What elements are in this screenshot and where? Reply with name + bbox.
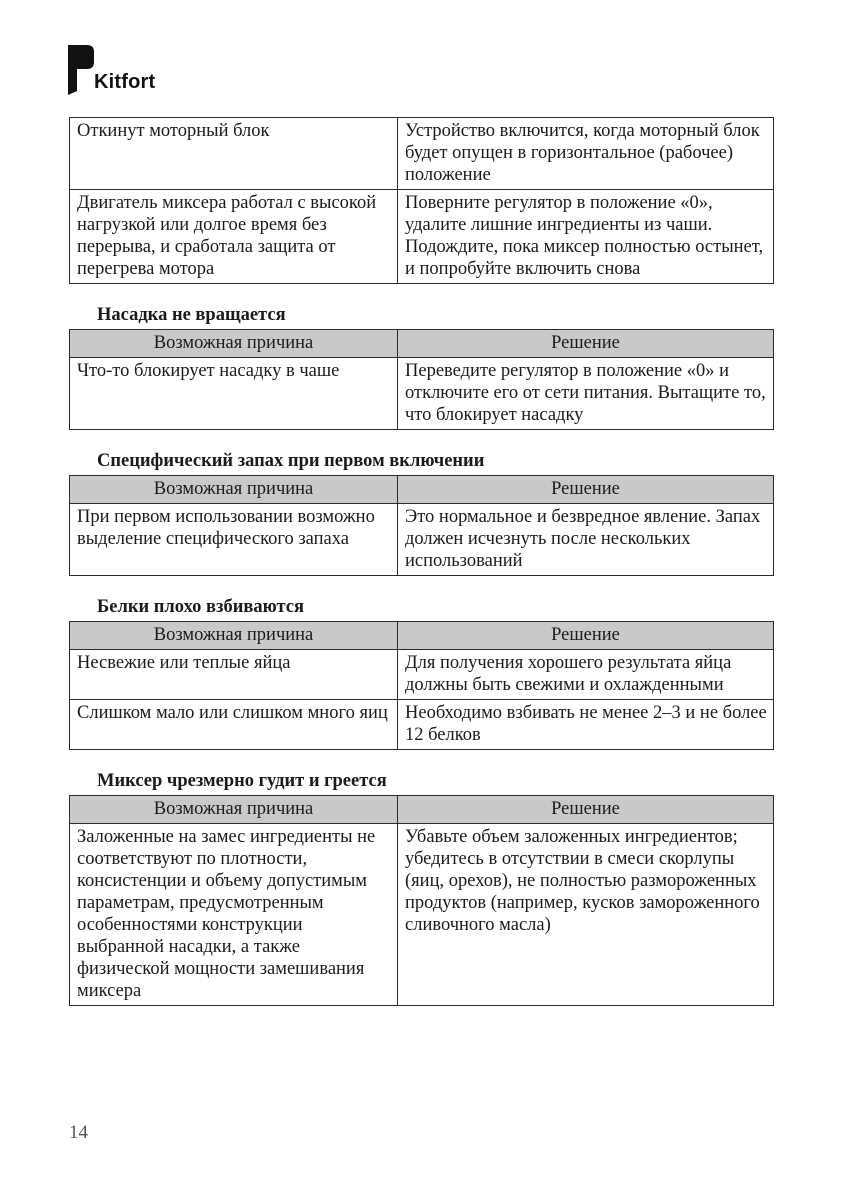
table-row: [70, 118, 774, 190]
section-title: Специфический запах при первом включении: [97, 451, 485, 471]
solution-cell: Поверните регулятор в положение «0», удалите лишние ингредиенты из чаши. Подождите, пока миксер полностью остынет, и попробуйте включить снова: [398, 190, 774, 284]
troubleshooting-content: [69, 117, 773, 1006]
kitfort-logo: [68, 45, 188, 95]
section-title: Насадка не вращается: [97, 305, 286, 325]
cause-cell: Что-то блокирует насадку в чаше: [70, 358, 398, 430]
troubleshooting-table: [69, 621, 774, 750]
troubleshooting-table: [69, 795, 774, 1006]
cause-cell: При первом использовании возможно выделение специфического запаха: [70, 504, 398, 576]
solution-cell: Переведите регулятор в положение «0» и отключите его от сети питания. Вытащите то, что блокирует насадку: [398, 358, 774, 430]
table-row: [70, 824, 774, 1006]
solution-cell: Необходимо взбивать не менее 2–3 и не более 12 белков: [398, 700, 774, 750]
header-cause: Возможная причина: [70, 622, 398, 650]
table-row: [70, 358, 774, 430]
section-title: Миксер чрезмерно гудит и греется: [97, 771, 387, 791]
cause-cell: Несвежие или теплые яйца: [70, 650, 398, 700]
table-row: [70, 190, 774, 284]
header-cause: Возможная причина: [70, 476, 398, 504]
header-solution: Решение: [398, 622, 774, 650]
brand-name: Kitfort: [94, 71, 156, 93]
table-header-row: [70, 330, 774, 358]
table-row: [70, 504, 774, 576]
cause-cell: Слишком мало или слишком много яиц: [70, 700, 398, 750]
solution-cell: Это нормальное и безвредное явление. Запах должен исчезнуть после нескольких использований: [398, 504, 774, 576]
troubleshooting-table-continued: [69, 117, 774, 284]
header-cause: Возможная причина: [70, 796, 398, 824]
table-row: [70, 700, 774, 750]
header-solution: Решение: [398, 796, 774, 824]
table-header-row: [70, 622, 774, 650]
header-solution: Решение: [398, 330, 774, 358]
table-header-row: [70, 796, 774, 824]
troubleshooting-table: [69, 329, 774, 430]
solution-cell: Для получения хорошего результата яйца должны быть свежими и охлажденными: [398, 650, 774, 700]
cause-cell: Заложенные на замес ингредиенты не соответствуют по плотности, консистенции и объему допустимым параметрам, предусмотренным особенностями конструкции выбранной насадки, а также физической мощности замешивания миксера: [70, 824, 398, 1006]
section-title: Белки плохо взбиваются: [97, 597, 305, 617]
cause-cell: Откинут моторный блок: [70, 118, 398, 190]
kitfort-flag-icon: [68, 45, 94, 95]
header-solution: Решение: [398, 476, 774, 504]
solution-cell: Устройство включится, когда моторный блок будет опущен в горизонтальное (рабочее) положение: [398, 118, 774, 190]
table-header-row: [70, 476, 774, 504]
table-row: [70, 650, 774, 700]
cause-cell: Двигатель миксера работал с высокой нагрузкой или долгое время без перерыва, и сработала защита от перегрева мотора: [70, 190, 398, 284]
troubleshooting-table: [69, 475, 774, 576]
solution-cell: Убавьте объем заложенных ингредиентов; убедитесь в отсутствии в смеси скорлупы (яиц, орехов), не полностью размороженных продуктов (например, кусков замороженного сливочного масла): [398, 824, 774, 1006]
page-number: 14: [69, 1122, 88, 1143]
header-cause: Возможная причина: [70, 330, 398, 358]
